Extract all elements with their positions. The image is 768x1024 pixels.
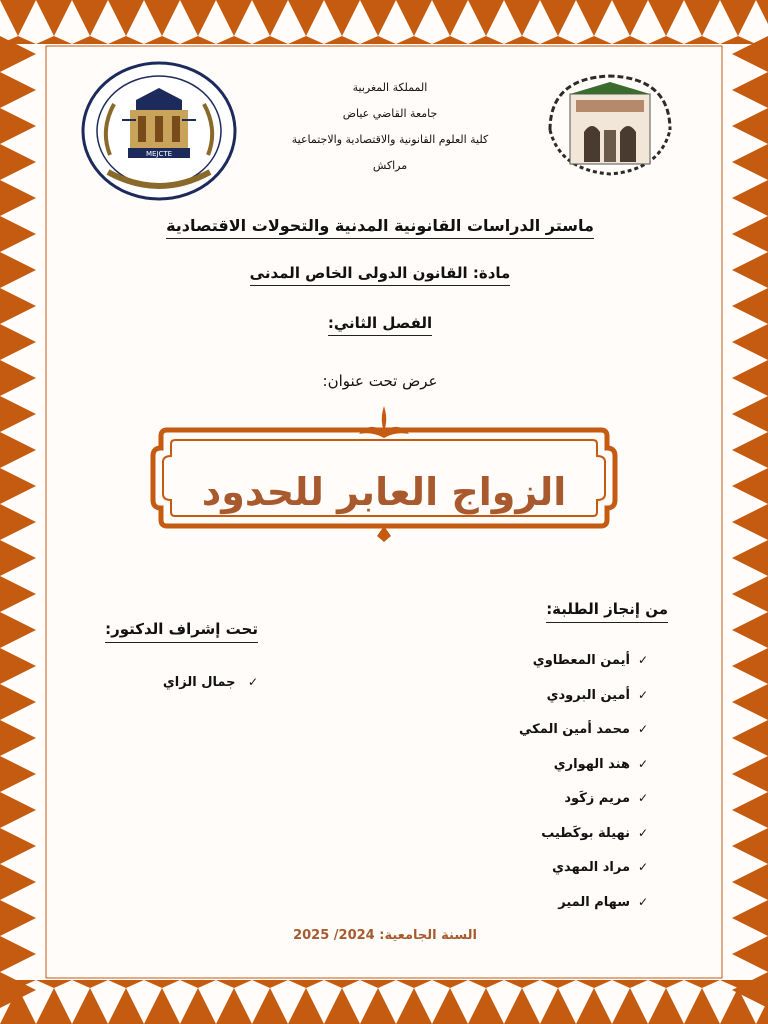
border-ornament: [576, 988, 612, 1024]
border-ornament: [0, 108, 36, 144]
border-ornament: [732, 432, 768, 468]
border-ornament: [732, 504, 768, 540]
checkmark-icon: ✓: [637, 756, 648, 771]
border-ornament: [288, 0, 324, 36]
academic-year: السنة الجامعية: 2024/ 2025: [293, 928, 477, 943]
border-ornament: [360, 0, 396, 36]
border-ornament: [0, 252, 36, 288]
checkmark-icon: ✓: [247, 675, 258, 689]
border-ornament: [396, 988, 432, 1024]
program-title-text: ماستر الدراسات القانونية المدنية والتحولات الاقتصادية: [166, 216, 594, 239]
border-ornament: [0, 684, 36, 720]
border-ornament: [732, 648, 768, 684]
border-ornament: [0, 468, 36, 504]
border-ornament: [732, 252, 768, 288]
border-ornament: [648, 988, 684, 1024]
presentation-title: الزواج العابر للحدود: [201, 470, 567, 514]
border-ornament: [216, 36, 252, 44]
border-ornament: [504, 980, 540, 988]
border-ornament: [360, 988, 396, 1024]
subject-text: مادة: القانون الدولى الخاص المدنى: [250, 264, 511, 286]
border-ornament: [732, 144, 768, 180]
student-name: محمد أمين المكي: [519, 722, 630, 737]
border-ornament: [0, 864, 36, 900]
border-ornament: [396, 0, 432, 36]
border-ornament: [36, 988, 72, 1024]
checkmark-icon: ✓: [637, 653, 648, 667]
border-ornament: [216, 980, 252, 988]
border-ornament: [576, 36, 612, 44]
checkmark-icon: ✓: [637, 687, 648, 702]
border-ornament: [432, 36, 468, 44]
border-ornament: [540, 0, 576, 36]
border-ornament: [0, 396, 36, 432]
student-name: أيمن المعطاوي: [532, 653, 630, 668]
border-ornament: [0, 792, 36, 828]
border-ornament: [0, 324, 36, 360]
border-ornament: [144, 988, 180, 1024]
border-ornament: [720, 0, 756, 36]
border-ornament: [0, 648, 36, 684]
university-line: جامعة القاضي عياض: [342, 107, 438, 120]
border-ornament: [648, 36, 684, 44]
border-ornament: [396, 980, 432, 988]
border-ornament: [108, 36, 144, 44]
lab-logo: [80, 60, 238, 202]
student-name: هند الهواري: [553, 756, 630, 772]
institution-header: [250, 80, 530, 184]
border-ornament: [504, 0, 540, 36]
border-ornament: [0, 756, 36, 792]
border-ornament: [324, 36, 360, 44]
border-ornament: [540, 980, 576, 988]
border-ornament: [504, 988, 540, 1024]
border-ornament: [72, 988, 108, 1024]
border-ornament: [648, 980, 684, 988]
border-ornament: [732, 900, 768, 936]
list-item: [388, 855, 648, 890]
faculty-line: كلية العلوم القانونية والاقتصادية والاجتماعية: [291, 133, 489, 146]
border-ornament: [432, 0, 468, 36]
border-ornament: [360, 36, 396, 44]
border-ornament: [612, 36, 648, 44]
supervisor-name: جمال الزاي: [162, 675, 236, 690]
border-ornament: [468, 988, 504, 1024]
student-name: سهام المير: [558, 894, 630, 910]
border-ornament: [252, 980, 288, 988]
semester-line: [270, 314, 490, 336]
border-ornament: [612, 988, 648, 1024]
supervisor-heading: تحت إشراف الدكتور:: [105, 620, 258, 643]
checkmark-icon: ✓: [637, 791, 648, 805]
border-ornament: [0, 144, 36, 180]
border-ornament: [180, 0, 216, 36]
border-ornament: [732, 720, 768, 756]
border-ornament: [144, 0, 180, 36]
border-ornament: [732, 396, 768, 432]
border-ornament: [396, 36, 432, 44]
border-ornament: [0, 504, 36, 540]
border-ornament: [0, 936, 36, 972]
supervisor-list: [58, 670, 258, 695]
border-ornament: [612, 0, 648, 36]
border-ornament: [732, 360, 768, 396]
student-name: مريم زكَود: [564, 791, 630, 806]
border-ornament: [360, 980, 396, 988]
border-ornament: [180, 36, 216, 44]
list-item: [388, 890, 648, 925]
border-ornament: [288, 980, 324, 988]
border-ornament: [576, 980, 612, 988]
border-ornament: [540, 36, 576, 44]
border-ornament: [732, 936, 768, 972]
border-ornament: [732, 216, 768, 252]
checkmark-icon: ✓: [637, 860, 648, 874]
border-ornament: [36, 980, 72, 988]
faculty-seal-icon: [540, 70, 680, 180]
kingdom-line: المملكة المغربية: [352, 81, 428, 94]
border-ornament: [0, 0, 36, 36]
border-ornament: [144, 980, 180, 988]
border-ornament: [216, 988, 252, 1024]
border-ornament: [732, 864, 768, 900]
border-ornament: [432, 988, 468, 1024]
border-ornament: [0, 72, 36, 108]
border-ornament: [252, 0, 288, 36]
lab-logo-mark: MEJCTE: [145, 150, 173, 158]
border-ornament: [180, 980, 216, 988]
border-ornament: [0, 828, 36, 864]
border-ornament: [684, 36, 720, 44]
border-ornament: [732, 324, 768, 360]
border-ornament: [0, 576, 36, 612]
border-ornament: [72, 36, 108, 44]
border-ornament: [0, 540, 36, 576]
border-ornament: [648, 0, 684, 36]
border-ornament: [468, 0, 504, 36]
border-ornament: [108, 988, 144, 1024]
border-ornament: [0, 900, 36, 936]
checkmark-icon: ✓: [637, 825, 648, 840]
checkmark-icon: ✓: [637, 894, 648, 909]
border-ornament: [252, 988, 288, 1024]
students-heading: من إنجاز الطلبة:: [546, 600, 668, 623]
border-ornament: [732, 468, 768, 504]
subject-line: [190, 264, 570, 286]
border-ornament: [732, 576, 768, 612]
presentation-label: عرض تحت عنوان:: [322, 372, 438, 390]
border-ornament: [732, 612, 768, 648]
border-ornament: [108, 0, 144, 36]
border-ornament: [324, 988, 360, 1024]
border-ornament: [732, 828, 768, 864]
border-ornament: [36, 36, 72, 44]
list-item: [388, 786, 648, 821]
border-ornament: [0, 288, 36, 324]
border-ornament: [0, 180, 36, 216]
border-ornament: [684, 988, 720, 1024]
border-ornament: [732, 180, 768, 216]
border-ornament: [0, 360, 36, 396]
program-title: [160, 216, 600, 239]
border-ornament: [468, 980, 504, 988]
border-ornament: [0, 216, 36, 252]
border-ornament: [468, 36, 504, 44]
student-name: مراد المهدي: [552, 860, 630, 875]
border-ornament: [504, 36, 540, 44]
border-ornament: [732, 288, 768, 324]
border-ornament: [684, 0, 720, 36]
border-ornament: [540, 988, 576, 1024]
border-ornament: [72, 980, 108, 988]
border-ornament: [432, 980, 468, 988]
list-item: [58, 670, 258, 695]
students-list: [388, 648, 648, 924]
border-ornament: [732, 108, 768, 144]
border-ornament: [732, 540, 768, 576]
border-ornament: [288, 988, 324, 1024]
border-ornament: [144, 36, 180, 44]
border-ornament: [0, 612, 36, 648]
border-ornament: [732, 72, 768, 108]
border-ornament: [0, 720, 36, 756]
border-ornament: [756, 0, 768, 36]
border-ornament: [732, 792, 768, 828]
border-ornament: [180, 988, 216, 1024]
city-line: مراكش: [372, 159, 408, 172]
semester-text: الفصل الثاني:: [328, 314, 432, 336]
border-ornament: [36, 0, 72, 36]
student-name: أمين البرودي: [546, 687, 630, 703]
border-ornament: [576, 0, 612, 36]
border-ornament: [324, 980, 360, 988]
border-ornament: [732, 756, 768, 792]
border-ornament: [0, 432, 36, 468]
border-ornament: [612, 980, 648, 988]
border-ornament: [252, 36, 288, 44]
border-ornament: [684, 980, 720, 988]
list-item: [388, 648, 648, 683]
list-item: [388, 683, 648, 718]
border-ornament: [720, 36, 756, 44]
border-ornament: [732, 684, 768, 720]
list-item: [388, 752, 648, 787]
border-ornament: [72, 0, 108, 36]
border-ornament: [288, 36, 324, 44]
student-name: نهيلة بوكَطيب: [541, 825, 630, 841]
border-ornament: [108, 980, 144, 988]
list-item: [388, 717, 648, 752]
border-ornament: [216, 0, 252, 36]
list-item: [388, 821, 648, 856]
checkmark-icon: ✓: [637, 722, 648, 736]
border-ornament: [324, 0, 360, 36]
